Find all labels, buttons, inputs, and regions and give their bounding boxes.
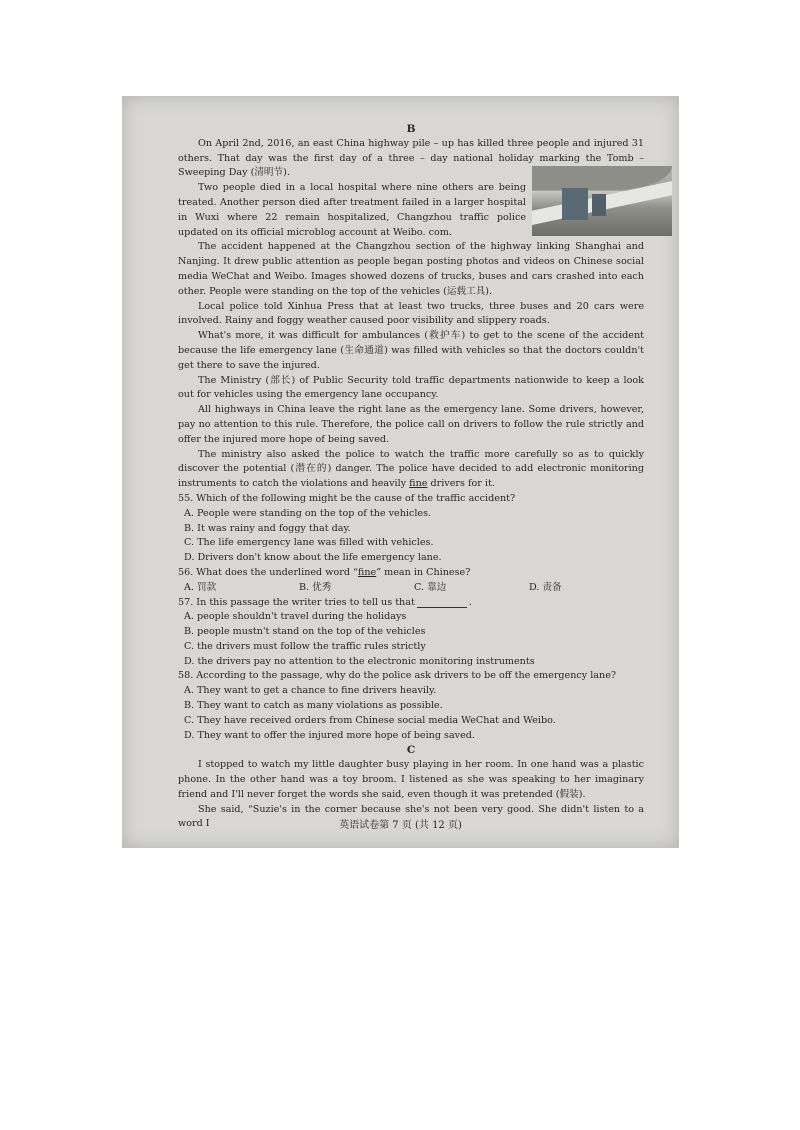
- question-58-option-c: C. They have received orders from Chinese social media WeChat and Weibo.: [184, 714, 556, 726]
- question-55-stem: 55. Which of the following might be the cause of the traffic accident?: [178, 492, 516, 504]
- section-b-paragraph-1: On April 2nd, 2016, an east China highway pile – up has killed three people and injured 31 others. That day was the first day of a three – day national holiday marking the Tomb – Sweeping Day (清明节).: [178, 137, 644, 179]
- question-58-option-d: D. They want to offer the injured more hope of being saved.: [184, 729, 475, 741]
- question-55-option-c: C. The life emergency lane was filled with vehicles.: [184, 537, 434, 549]
- question-56-options: [184, 581, 644, 596]
- section-b-heading: B: [406, 123, 416, 135]
- question-56-option-c: C. 靠边: [414, 581, 447, 593]
- question-57-stem: 57. In this passage the writer tries to tell us that .: [178, 596, 472, 608]
- scanned-exam-page: [122, 96, 679, 848]
- section-b-paragraph-2: Two people died in a local hospital where nine others are being treated. Another person died after treatment failed in a larger hospital in Wuxi where 22 remain hospitalized, Changzhou traffic police updated on its official microblog account at Weibo. com.: [178, 182, 526, 238]
- section-b-paragraph-8: The ministry also asked the police to watch the traffic more carefully so as to quickly discover the potential (潜在的) danger. The police have decided to add electronic monitoring instruments to catch the violations and heavily fine drivers for it.: [178, 448, 644, 490]
- section-b-paragraph-5: What's more, it was difficult for ambulances (救护车) to get to the scene of the accident because the life emergency lane (生命通道) was filled with vehicles so that the doctors couldn't get there to save the injured.: [178, 330, 644, 371]
- underlined-word-fine: fine: [409, 478, 428, 490]
- section-b-paragraph-4: Local police told Xinhua Press that at least two trucks, three buses and 20 cars were involved. Rainy and foggy weather caused poor visibility and slippery roads.: [178, 300, 644, 327]
- question-56-option-a: A. 罚款: [184, 581, 217, 593]
- question-56-option-d: D. 责备: [529, 581, 562, 593]
- question-57-option-d: D. the drivers pay no attention to the electronic monitoring instruments: [184, 655, 535, 667]
- section-b-paragraph-6: The Ministry (部长) of Public Security told traffic departments nationwide to keep a look out for vehicles using the emergency lane occupancy.: [178, 374, 644, 401]
- section-c-heading: C: [406, 744, 416, 757]
- question-58-stem: 58. According to the passage, why do the police ask drivers to be off the emergency lane?: [178, 670, 617, 682]
- page-footer: 英语试卷第 7 页 (共 12 页): [339, 820, 462, 831]
- section-c-paragraph-2: She said, “Suzie's in the corner because she's not been very good. She didn't listen to a word I: [178, 803, 644, 830]
- question-55-option-a: A. People were standing on the top of the vehicles.: [184, 507, 432, 519]
- question-58-option-b: B. They want to catch as many violations as possible.: [184, 700, 443, 712]
- page-content: [178, 122, 644, 832]
- answer-blank: [417, 607, 467, 608]
- section-b-paragraph-7: All highways in China leave the right lane as the emergency lane. Some drivers, however, pay no attention to this rule. Therefore, the police call on drivers to follow the rule strictly and offer the injured more hope of being saved.: [178, 404, 644, 445]
- question-57-option-a: A. people shouldn't travel during the holidays: [184, 611, 407, 623]
- question-57-option-b: B. people mustn't stand on the top of the vehicles: [184, 626, 426, 638]
- section-b-paragraph-3: The accident happened at the Changzhou section of the highway linking Shanghai and Nanjing. It drew public attention as people began posting photos and videos on Chinese social media WeChat and Weibo. Images showed dozens of trucks, buses and cars crashed into each other. People were standing on the top of the vehicles (运载工具).: [178, 241, 644, 297]
- question-55-option-d: D. Drivers don't know about the life emergency lane.: [184, 552, 442, 564]
- question-56-stem: 56. What does the underlined word “fine” mean in Chinese?: [178, 566, 471, 578]
- question-57-option-c: C. the drivers must follow the traffic rules strictly: [184, 640, 426, 652]
- question-56-option-b: B. 优秀: [299, 581, 332, 593]
- question-55-option-b: B. It was rainy and foggy that day.: [184, 522, 351, 534]
- section-c-paragraph-1: I stopped to watch my little daughter busy playing in her room. In one hand was a plastic phone. In the other hand was a toy broom. I listened as she was speaking to her imaginary friend and I'll never forget the words she said, even though it was pretended (假装).: [178, 759, 644, 800]
- question-58-option-a: A. They want to get a chance to fine drivers heavily.: [184, 685, 437, 697]
